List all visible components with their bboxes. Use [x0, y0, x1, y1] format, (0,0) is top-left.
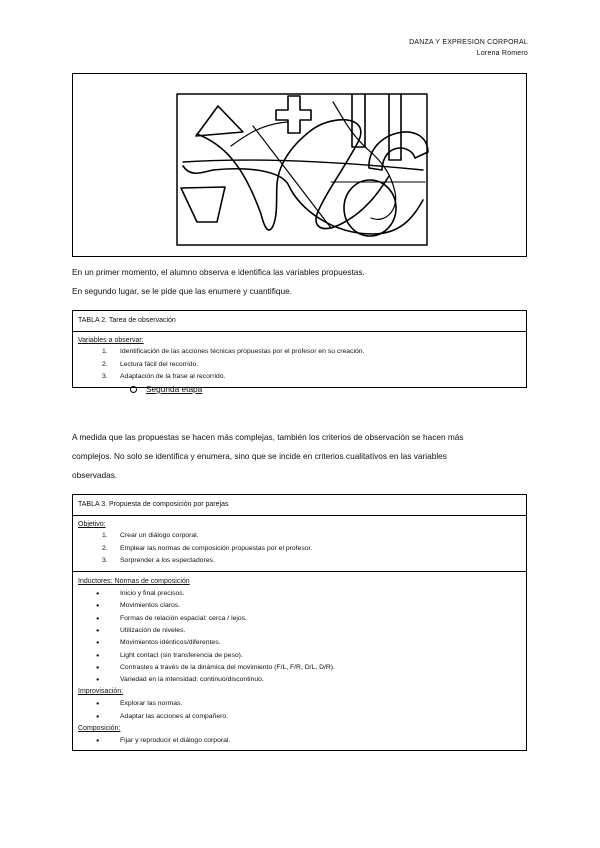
trapezoid-shape — [181, 187, 225, 222]
list-item: ● Contrastes a través de la dinámica del movimiento (F/L, F/R, D/L, D/R). — [78, 662, 521, 674]
list-item: 2. Lectura fácil del recorrido. — [102, 360, 199, 368]
trajectory-drawing — [73, 74, 528, 258]
trajectory-path-4 — [253, 126, 331, 228]
table-2 — [72, 310, 527, 388]
inductores-label: Inductores: Normas de composición — [78, 578, 190, 586]
objective-label: Objetivo: — [78, 521, 106, 528]
bar-shape-1 — [352, 94, 365, 147]
list-item: ● Variedad en la intensidad: continuo/discontinuo. — [78, 674, 521, 686]
table-2-list — [78, 346, 521, 384]
triangle-shape — [196, 106, 243, 136]
table-2-title: TABLA 2. Tarea de observación — [73, 311, 526, 332]
cross-shape — [276, 96, 311, 133]
header-course: DANZA Y EXPRESIÓN CORPORAL — [409, 39, 528, 46]
list-item: ● Explorar las normas. — [78, 698, 521, 710]
table-2-section-label: Variables a observar: — [78, 337, 144, 344]
list-item: ● Fijar y reproducir el diálogo corporal. — [78, 735, 521, 747]
objective-list — [78, 530, 521, 568]
composicion-list — [78, 735, 521, 747]
stage-title: Segunda etapa — [146, 384, 203, 394]
composicion-label: Composición: — [78, 725, 121, 733]
list-item: 1. Crear un diálogo corporal. — [102, 532, 199, 539]
list-item: 3. Adaptación de la frase al recorrido. — [102, 373, 226, 381]
list-item: ● Formas de relación espacial: cerca / lejos. — [78, 613, 521, 625]
list-item: 2. Emplear las normas de composición propuestas por el profesor. — [102, 544, 313, 552]
table-3-objectives — [73, 516, 526, 571]
table-2-body — [73, 332, 526, 387]
improvisacion-label: Improvisación: — [78, 688, 124, 696]
list-item: 1. Identificación de las acciones técnicas propuestas por el profesor en su creación. — [102, 348, 365, 355]
list-item: ● Adaptar las acciones al compañero. — [78, 711, 521, 723]
table-3 — [72, 494, 527, 751]
arch-shape — [369, 132, 428, 170]
trajectory-path-3 — [183, 166, 423, 234]
paragraph-2 — [72, 428, 528, 485]
list-item: ● Utilización de niveles. — [78, 625, 521, 637]
paragraph-1 — [72, 263, 528, 301]
stage-heading — [130, 384, 202, 394]
circle-bullet-icon — [130, 386, 137, 393]
list-item: 3. Sorprender a los espectadores. — [102, 557, 215, 565]
inductores-list — [78, 588, 521, 686]
trajectory-path-2 — [183, 160, 423, 170]
improvisacion-list — [78, 698, 521, 723]
trajectory-path-1 — [197, 120, 389, 230]
list-item: ● Light contact (sin transferencia de peso). — [78, 650, 521, 662]
list-item: ● Movimientos idénticos/diferentes. — [78, 637, 521, 649]
paragraph-2-line-2: complejos. No solo se identifica y enumera, sino que se incide en criterios cualitativos en las variables — [72, 451, 447, 461]
list-item: ● Inicio y final precisos. — [78, 588, 521, 600]
page-header — [409, 37, 528, 59]
table-3-title: TABLA 3. Propuesta de composición por parejas — [73, 495, 526, 516]
header-author: Lorena Romero — [476, 50, 528, 57]
ellipse-shape — [344, 180, 396, 236]
paragraph-2-line-1: A medida que las propuestas se hacen más complejas, también los criterios de observación se hacen más — [72, 432, 464, 442]
paragraph-1-line-2: En segundo lugar, se le pide que las enumere y cuantifique. — [72, 286, 293, 296]
figure-box — [72, 73, 527, 257]
list-item: ● Movimientos claros. — [78, 600, 521, 612]
paragraph-1-line-1: En un primer momento, el alumno observa e identifica las variables propuestas. — [72, 267, 365, 277]
paragraph-2-line-3: observadas. — [72, 470, 118, 480]
table-3-norms — [73, 571, 526, 750]
